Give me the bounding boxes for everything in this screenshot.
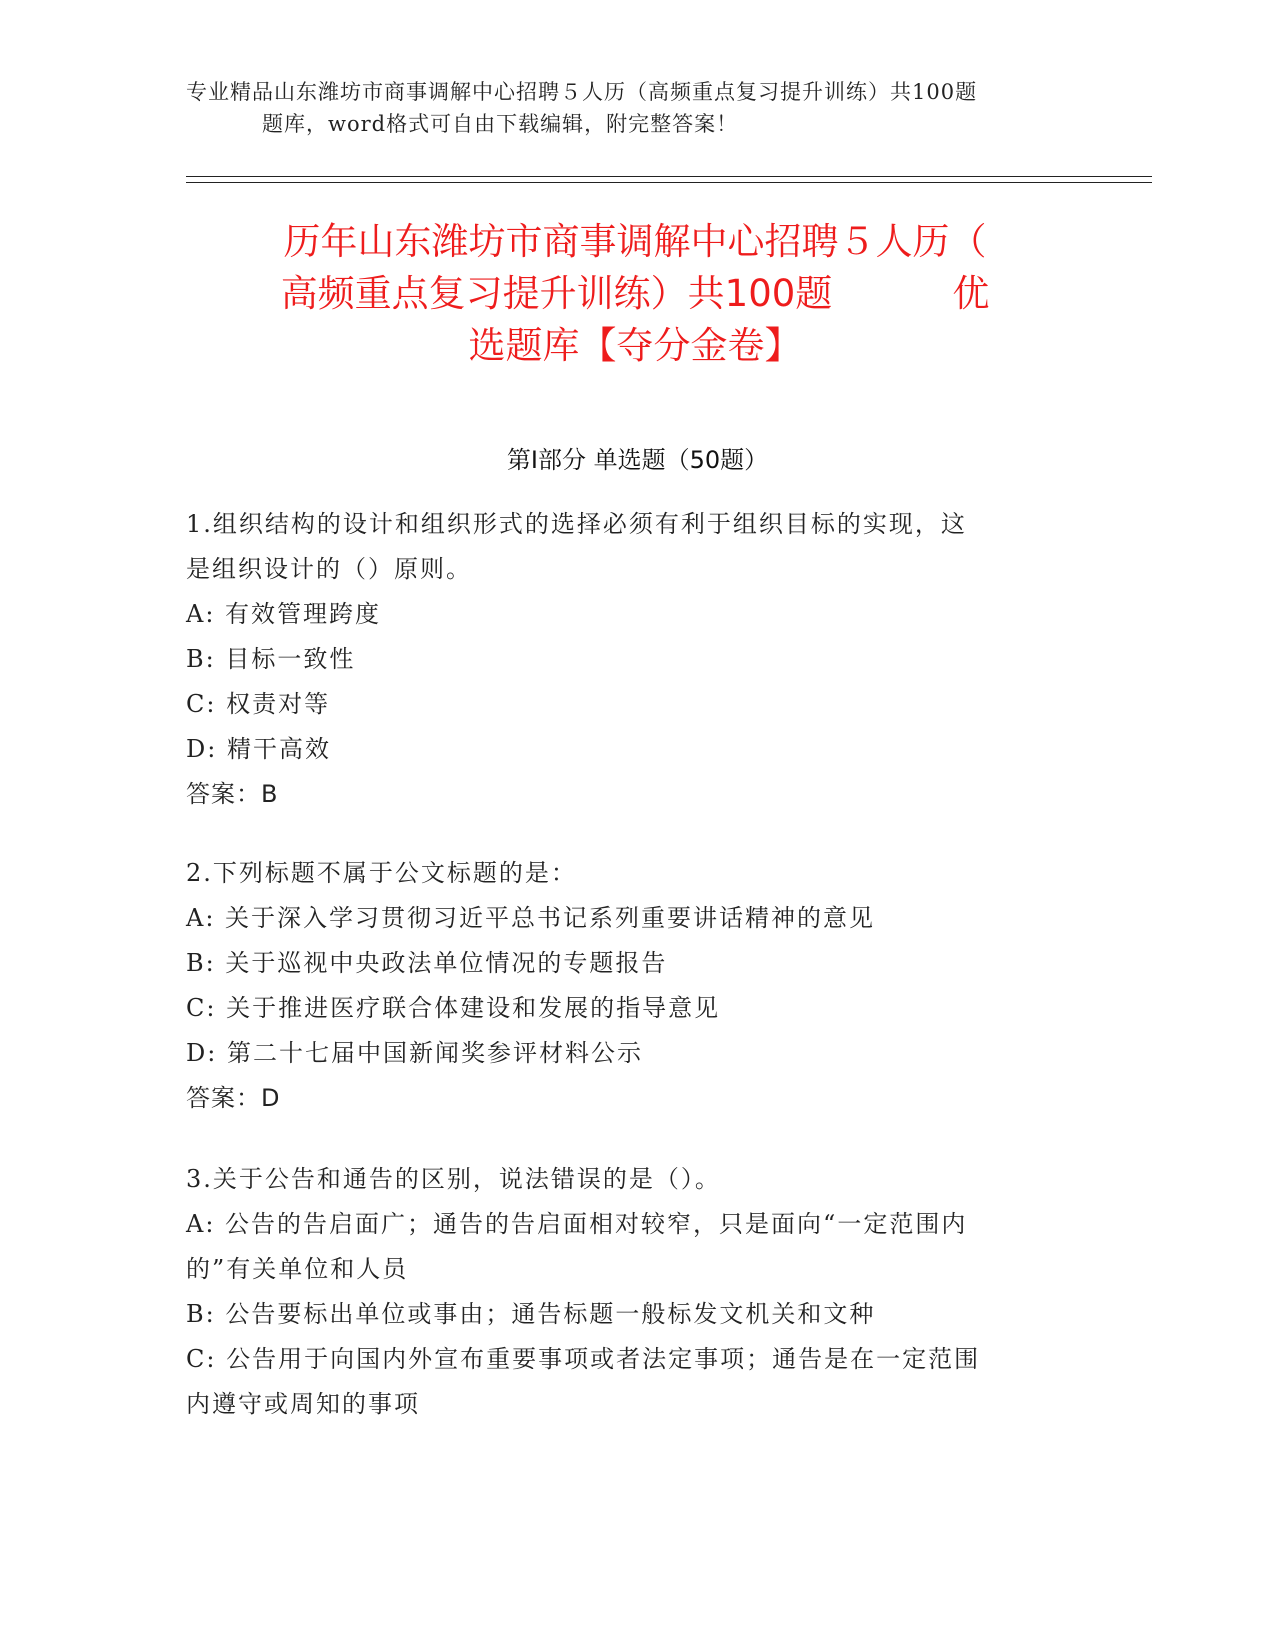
option-b: B: 公告要标出单位或事由；通告标题一般标发文机关和文种 [186,1300,876,1328]
option-b: B: 目标一致性 [186,645,356,673]
title-line-1: 历年山东潍坊市商事调解中心招聘５人历（ [283,220,987,263]
option-c: C: 关于推进医疗联合体建设和发展的指导意见 [186,994,721,1022]
option-c: C: 权责对等 [186,690,331,718]
document-title [190,216,1080,372]
question-3 [186,1157,1086,1427]
option-a: A: 有效管理跨度 [186,600,382,628]
answer: 答案：B [186,780,279,808]
question-stem: 3.关于公告和通告的区别，说法错误的是（）。 [186,1165,721,1193]
option-d: D: 第二十七届中国新闻奖参评材料公示 [186,1039,643,1067]
option-a: A: 公告的告启面广；通告的告启面相对较窄，只是面向“一定范围内 [186,1210,968,1238]
answer: 答案：D [186,1084,281,1112]
title-line-2-tail: 优 [952,272,990,315]
header-divider-bottom [186,182,1152,183]
option-a-cont: 的”有关单位和人员 [186,1255,409,1283]
question-stem-cont: 是组织设计的（）原则。 [186,555,472,583]
option-c: C: 公告用于向国内外宣布重要事项或者法定事项；通告是在一定范围 [186,1345,981,1373]
section-heading: 第Ⅰ部分 单选题（50题） [506,446,769,474]
question-stem: 1.组织结构的设计和组织形式的选择必须有利于组织目标的实现，这 [186,510,967,538]
question-stem: 2.下列标题不属于公文标题的是： [186,859,577,887]
title-line-2-main: 高频重点复习提升训练）共100题 [280,272,833,315]
option-c-cont: 内遵守或周知的事项 [186,1390,420,1418]
option-d: D: 精干高效 [186,735,331,763]
option-b: B: 关于巡视中央政法单位情况的专题报告 [186,949,668,977]
header-line-1: 专业精品山东潍坊市商事调解中心招聘５人历（高频重点复习提升训练）共100题 [186,80,978,104]
option-a: A: 关于深入学习贯彻习近平总书记系列重要讲话精神的意见 [186,904,876,932]
question-1 [186,502,1086,817]
header-divider-top [186,176,1152,177]
title-line-3: 选题库【夺分金卷】 [468,324,802,367]
title-line-2 [190,268,1080,320]
question-2 [186,851,1086,1121]
header-line-2: 题库，word格式可自由下载编辑，附完整答案！ [262,112,739,136]
